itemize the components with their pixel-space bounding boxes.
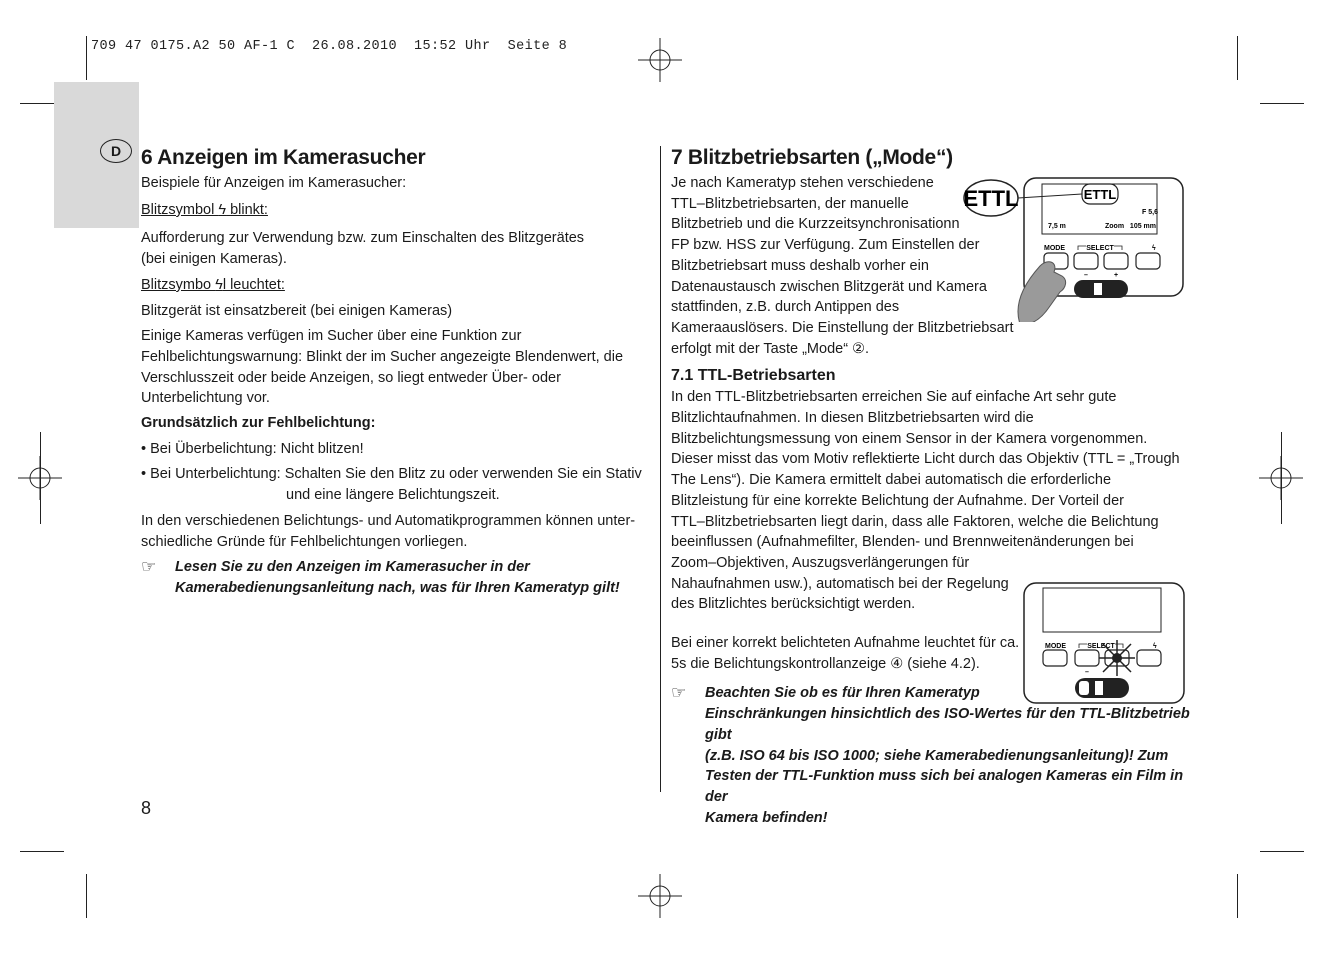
note-line: Kamera befinden! <box>705 809 828 826</box>
section-title-6: 6 Anzeigen im Kamerasucher <box>141 146 426 169</box>
note-line: Lesen Sie zu den Anzeigen im Kamerasucher in der <box>175 559 530 576</box>
mode-button[interactable] <box>1043 650 1067 666</box>
select-plus-button[interactable] <box>1104 253 1128 269</box>
mode-label: MODE <box>1044 245 1065 252</box>
ttl-line: The Lens“). Die Kamera ermittelt dabei automatisch die erforderliche <box>671 472 1112 489</box>
bullet-underexposure-cont: und eine längere Belichtungszeit. <box>286 487 500 504</box>
left-column <box>141 146 651 599</box>
ttl-line: Zoom–Objektiven, Auszugsverlängerungen für <box>671 554 970 571</box>
exposure-line: Bei einer korrekt belichteten Aufnahme leuchtet für ca. <box>671 635 1020 652</box>
ttl-line: beeinflussen (Aufnahmefilter, Blenden- und Brennweitenänderungen bei <box>671 534 1134 551</box>
minus-label: – <box>1085 669 1089 676</box>
pointing-hand-icon: ☞ <box>141 557 157 577</box>
ttl-paragraph <box>671 387 1191 615</box>
crop-mark <box>1260 851 1304 852</box>
intro-text: Beispiele für Anzeigen im Kamerasucher: <box>141 175 407 191</box>
bullet-underexposure: • Bei Unterbelichtung: Schalten Sie den Blitz zu oder verwenden Sie ein Stativ <box>141 466 642 483</box>
registration-mark-bottom <box>638 874 682 918</box>
right-note-block <box>671 683 1191 828</box>
flash-panel-illustration-exposure <box>1023 582 1185 704</box>
mode-line: Kameraauslösers. Die Einstellung der Blitzbetriebsart <box>671 319 1014 336</box>
exposure-line: 5s die Belichtungskontrollanzeige ④ (siehe 4.2). <box>671 655 980 672</box>
ttl-line: Blitzbelichtungsmessung von einem Sensor in der Kamera vorgenommen. <box>671 430 1148 447</box>
note-line: Testen der TTL-Funktion muss sich bei analogen Kameras ein Film in der <box>705 768 1184 805</box>
exposure-confirm-indicator-icon <box>1099 640 1135 676</box>
zoom-label: Zoom <box>1105 223 1125 230</box>
crop-mark <box>1237 36 1238 80</box>
note-block <box>141 557 651 598</box>
zoom-readout: 105 mm <box>1129 223 1156 230</box>
ttl-line: Nahaufnahmen usw.), automatisch bei der Regelung <box>671 575 1009 592</box>
mode-line: Blitzbetrieb und die Kurzzeitsynchronisationn <box>671 216 960 233</box>
flash-icon: ϟ <box>1152 245 1156 252</box>
programs-line: schiedliche Gründe für Fehlbelichtungen vorliegen. <box>141 533 468 550</box>
note-line: (z.B. ISO 64 bis ISO 1000; siehe Kamerabedienungsanleitung)! Zum <box>705 747 1169 764</box>
plus-label: + <box>1113 272 1119 279</box>
flash-icon: ϟ <box>218 201 227 218</box>
programs-line: In den verschiedenen Belichtungs- und Automatikprogrammen können unter- <box>141 512 636 529</box>
ttl-line: Dieser misst das vom Motiv reflektierte Licht durch das Objektiv (TTL = „Trough <box>671 451 1180 468</box>
right-note-text <box>705 683 1191 828</box>
flash-button[interactable] <box>1137 650 1161 666</box>
registration-mark-top <box>638 38 682 82</box>
flash-icon: ϟ <box>215 276 223 293</box>
ttl-line: Blitzleistung für eine korrekte Belichtung der Aufnahme. Der Vorteil der <box>671 492 1124 509</box>
column-divider <box>660 146 661 792</box>
select-label: SELECT <box>1087 643 1115 650</box>
warning-line: Verschlusszeit oder beide Anzeigen, so liegt entweder Über- oder <box>141 369 561 386</box>
section-title-7: 7 Blitzbetriebsarten („Mode“) <box>671 146 953 169</box>
registration-line <box>1281 432 1282 524</box>
warning-line: Fehlbelichtungswarnung: Blinkt der im Sucher angezeigte Blendenwert, die <box>141 348 624 365</box>
lit-label: Blitzsymbo ϟl leuchtet: <box>141 276 285 293</box>
crop-mark <box>20 851 64 852</box>
distance-readout: 7,5 m <box>1048 223 1066 230</box>
registration-line <box>40 432 41 524</box>
mode-line: stattfinden, z.B. durch Antippen des <box>671 299 900 316</box>
note-line: Beachten Sie ob es für Ihren Kameratyp <box>705 685 980 702</box>
ettl-display-badge: ETTL <box>1083 187 1117 202</box>
warning-line: Unterbelichtung vor. <box>141 390 270 407</box>
flash-button[interactable] <box>1136 253 1160 269</box>
mode-line: FP bzw. HSS zur Verfügung. Zum Einstellen der <box>671 237 980 254</box>
mode-label: MODE <box>1045 643 1066 650</box>
mode-line: Blitzbetriebsart muss deshalb vorher ein <box>671 257 929 274</box>
basics-heading: Grundsätzlich zur Fehlbelichtung: <box>141 415 376 432</box>
blink-text-2: (bei einigen Kameras). <box>141 251 287 268</box>
flash-panel-illustration-mode <box>962 176 1186 322</box>
select-minus-button[interactable] <box>1074 253 1098 269</box>
note-line: Einschränkungen hinsichtlich des ISO-Wertes für den TTL-Blitzbetrieb gibt <box>705 706 1190 743</box>
select-label: SELECT <box>1086 245 1114 252</box>
blink-label: Blitzsymbol ϟ blinkt: <box>141 201 268 218</box>
crop-mark <box>1260 103 1304 104</box>
mode-line: Je nach Kameratyp stehen verschiedene <box>671 175 934 191</box>
mode-line: TTL–Blitzbetriebsarten, der manuelle <box>671 195 909 212</box>
ettl-zoom-badge: ETTL <box>963 186 1019 211</box>
print-header: 709 47 0175.A2 50 AF-1 C 26.08.2010 15:52 Uhr Seite 8 <box>91 39 568 54</box>
ttl-line: Blitzlichtaufnahmen. In diesen Blitzbetriebsarten wird die <box>671 410 1034 427</box>
aperture-readout: F 5,6 <box>1142 209 1158 216</box>
language-badge: D <box>100 139 132 163</box>
crop-mark <box>86 36 87 80</box>
warning-line: Einige Kameras verfügen im Sucher über eine Funktion zur <box>141 328 522 345</box>
ttl-line: In den TTL-Blitzbetriebsarten erreichen Sie auf einfache Art sehr gute <box>671 389 1117 406</box>
bullet-overexposure: • Bei Überbelichtung: Nicht blitzen! <box>141 440 364 457</box>
mode-line: erfolgt mit der Taste „Mode“ ②. <box>671 340 870 357</box>
subsection-title-7-1: 7.1 TTL-Betriebsarten <box>671 367 836 385</box>
blink-text-1: Aufforderung zur Verwendung bzw. zum Einschalten des Blitzgerätes <box>141 230 585 247</box>
note-line: Kamerabedienungsanleitung nach, was für Ihren Kameratyp gilt! <box>175 579 620 596</box>
minus-label: – <box>1084 272 1088 279</box>
ttl-line: des Blitzlichtes berücksichtigt werden. <box>671 596 916 613</box>
ttl-line: TTL–Blitzbetriebsarten liegt darin, dass alle Faktoren, welche die Belichtung <box>671 513 1159 530</box>
crop-mark <box>1237 874 1238 918</box>
mode-line: Datenaustausch zwischen Blitzgerät und Kamera <box>671 278 987 295</box>
pointing-hand-icon: ☞ <box>671 683 687 703</box>
page-number: 8 <box>141 798 152 818</box>
lit-text: Blitzgerät ist einsatzbereit (bei einigen Kameras) <box>141 302 453 319</box>
crop-mark <box>86 874 87 918</box>
flash-icon: ϟ <box>1153 643 1157 650</box>
select-minus-button[interactable] <box>1075 650 1099 666</box>
